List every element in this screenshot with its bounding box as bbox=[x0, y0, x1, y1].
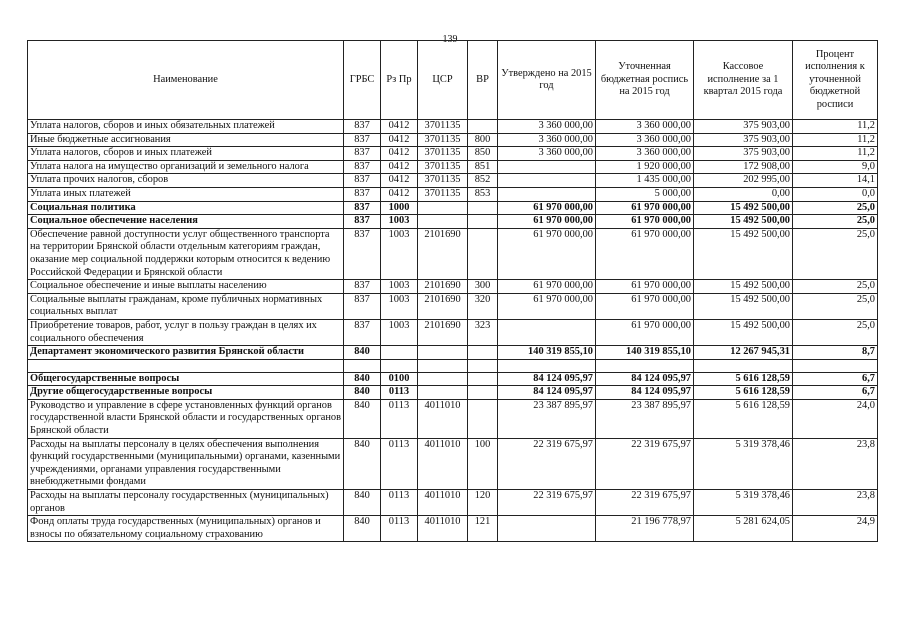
cell-grbs: 840 bbox=[344, 516, 381, 542]
cell-approved bbox=[498, 319, 596, 345]
cell-refined bbox=[596, 359, 694, 372]
cell-name: Социальная политика bbox=[28, 201, 344, 215]
cell-percent: 25,0 bbox=[793, 280, 878, 294]
cell-refined: 61 970 000,00 bbox=[596, 280, 694, 294]
table-header bbox=[28, 41, 878, 120]
cell-cash: 15 492 500,00 bbox=[694, 280, 793, 294]
cell-cash: 15 492 500,00 bbox=[694, 228, 793, 279]
cell-rzpr: 1003 bbox=[381, 319, 418, 345]
cell-csr: 3701135 bbox=[418, 147, 468, 161]
cell-rzpr: 1003 bbox=[381, 280, 418, 294]
cell-refined: 61 970 000,00 bbox=[596, 215, 694, 229]
cell-rzpr: 0100 bbox=[381, 372, 418, 386]
table-row bbox=[28, 372, 878, 386]
cell-csr: 3701135 bbox=[418, 174, 468, 188]
cell-grbs: 837 bbox=[344, 147, 381, 161]
table-row bbox=[28, 160, 878, 174]
cell-csr: 2101690 bbox=[418, 319, 468, 345]
cell-refined: 84 124 095,97 bbox=[596, 386, 694, 400]
header-cash: Кассовое исполнение за 1 квартал 2015 года bbox=[694, 41, 793, 120]
cell-cash: 5 616 128,59 bbox=[694, 399, 793, 438]
cell-percent: 25,0 bbox=[793, 215, 878, 229]
cell-csr: 3701135 bbox=[418, 120, 468, 134]
table-row bbox=[28, 359, 878, 372]
cell-vr bbox=[468, 228, 498, 279]
header-percent: Процент исполнения к уточненной бюджетной росписи bbox=[793, 41, 878, 120]
cell-refined: 3 360 000,00 bbox=[596, 133, 694, 147]
cell-vr bbox=[468, 399, 498, 438]
header-rzpr: Рз Пр bbox=[381, 41, 418, 120]
table-row bbox=[28, 386, 878, 400]
cell-name: Другие общегосударственные вопросы bbox=[28, 386, 344, 400]
cell-cash: 5 281 624,05 bbox=[694, 516, 793, 542]
table-row bbox=[28, 215, 878, 229]
cell-vr: 323 bbox=[468, 319, 498, 345]
cell-csr bbox=[418, 386, 468, 400]
cell-approved: 3 360 000,00 bbox=[498, 133, 596, 147]
cell-vr: 100 bbox=[468, 438, 498, 489]
cell-percent: 25,0 bbox=[793, 319, 878, 345]
table-row bbox=[28, 120, 878, 134]
cell-csr: 3701135 bbox=[418, 160, 468, 174]
cell-approved: 84 124 095,97 bbox=[498, 372, 596, 386]
cell-percent: 6,7 bbox=[793, 386, 878, 400]
cell-vr: 850 bbox=[468, 147, 498, 161]
cell-cash: 172 908,00 bbox=[694, 160, 793, 174]
cell-percent: 11,2 bbox=[793, 147, 878, 161]
cell-csr bbox=[418, 372, 468, 386]
cell-grbs: 837 bbox=[344, 319, 381, 345]
cell-approved: 3 360 000,00 bbox=[498, 120, 596, 134]
cell-refined: 21 196 778,97 bbox=[596, 516, 694, 542]
cell-grbs: 837 bbox=[344, 133, 381, 147]
table-row bbox=[28, 201, 878, 215]
cell-name: Иные бюджетные ассигнования bbox=[28, 133, 344, 147]
cell-name: Расходы на выплаты персоналу в целях обеспечения выполнения функций государственными (муниципальными) органами, казенными учреждениями, органами управления государственными внебюджетными фондами bbox=[28, 438, 344, 489]
cell-csr: 4011010 bbox=[418, 438, 468, 489]
cell-approved: 3 360 000,00 bbox=[498, 147, 596, 161]
cell-approved bbox=[498, 187, 596, 201]
header-row bbox=[28, 41, 878, 120]
cell-approved: 84 124 095,97 bbox=[498, 386, 596, 400]
cell-refined: 1 435 000,00 bbox=[596, 174, 694, 188]
cell-grbs: 837 bbox=[344, 228, 381, 279]
cell-name: Социальное обеспечение населения bbox=[28, 215, 344, 229]
cell-cash: 375 903,00 bbox=[694, 147, 793, 161]
cell-grbs: 837 bbox=[344, 160, 381, 174]
cell-approved: 61 970 000,00 bbox=[498, 201, 596, 215]
cell-cash: 12 267 945,31 bbox=[694, 346, 793, 360]
cell-csr bbox=[418, 201, 468, 215]
cell-cash: 0,00 bbox=[694, 187, 793, 201]
cell-csr bbox=[418, 215, 468, 229]
cell-percent: 11,2 bbox=[793, 133, 878, 147]
cell-csr: 2101690 bbox=[418, 228, 468, 279]
table-body bbox=[28, 120, 878, 542]
cell-refined: 140 319 855,10 bbox=[596, 346, 694, 360]
table-row bbox=[28, 319, 878, 345]
cell-vr bbox=[468, 359, 498, 372]
table-row bbox=[28, 147, 878, 161]
cell-vr: 320 bbox=[468, 293, 498, 319]
cell-vr bbox=[468, 372, 498, 386]
cell-approved: 61 970 000,00 bbox=[498, 215, 596, 229]
cell-rzpr: 0412 bbox=[381, 133, 418, 147]
cell-percent: 24,9 bbox=[793, 516, 878, 542]
cell-approved: 61 970 000,00 bbox=[498, 293, 596, 319]
cell-cash bbox=[694, 359, 793, 372]
cell-vr: 853 bbox=[468, 187, 498, 201]
table-row bbox=[28, 133, 878, 147]
cell-refined: 61 970 000,00 bbox=[596, 201, 694, 215]
cell-csr: 3701135 bbox=[418, 133, 468, 147]
cell-rzpr: 1000 bbox=[381, 201, 418, 215]
cell-percent: 24,0 bbox=[793, 399, 878, 438]
cell-approved bbox=[498, 516, 596, 542]
cell-cash: 375 903,00 bbox=[694, 120, 793, 134]
cell-refined: 3 360 000,00 bbox=[596, 120, 694, 134]
table-row bbox=[28, 490, 878, 516]
cell-name: Уплата иных платежей bbox=[28, 187, 344, 201]
cell-name: Расходы на выплаты персоналу государственных (муниципальных) органов bbox=[28, 490, 344, 516]
cell-percent: 9,0 bbox=[793, 160, 878, 174]
cell-vr: 800 bbox=[468, 133, 498, 147]
cell-rzpr: 1003 bbox=[381, 228, 418, 279]
cell-refined: 84 124 095,97 bbox=[596, 372, 694, 386]
cell-cash: 15 492 500,00 bbox=[694, 201, 793, 215]
cell-cash: 5 616 128,59 bbox=[694, 386, 793, 400]
cell-rzpr: 0113 bbox=[381, 516, 418, 542]
header-vr: ВР bbox=[468, 41, 498, 120]
cell-percent: 0,0 bbox=[793, 187, 878, 201]
cell-vr: 851 bbox=[468, 160, 498, 174]
cell-grbs: 840 bbox=[344, 490, 381, 516]
cell-name: Обеспечение равной доступности услуг общественного транспорта на территории Брянской области отдельным категориям граждан, оказание мер социальной поддержки которым относится к ведению Российской Федерации и Брянской области bbox=[28, 228, 344, 279]
cell-rzpr bbox=[381, 346, 418, 360]
table-row bbox=[28, 516, 878, 542]
cell-percent bbox=[793, 359, 878, 372]
cell-csr: 4011010 bbox=[418, 399, 468, 438]
cell-percent: 11,2 bbox=[793, 120, 878, 134]
cell-grbs: 837 bbox=[344, 215, 381, 229]
cell-vr: 852 bbox=[468, 174, 498, 188]
cell-approved: 61 970 000,00 bbox=[498, 280, 596, 294]
cell-rzpr: 0113 bbox=[381, 386, 418, 400]
cell-grbs bbox=[344, 359, 381, 372]
table-row bbox=[28, 174, 878, 188]
table-row bbox=[28, 293, 878, 319]
cell-percent: 25,0 bbox=[793, 201, 878, 215]
cell-vr bbox=[468, 386, 498, 400]
cell-grbs: 837 bbox=[344, 280, 381, 294]
cell-cash: 5 616 128,59 bbox=[694, 372, 793, 386]
cell-rzpr: 0412 bbox=[381, 147, 418, 161]
cell-percent: 23,8 bbox=[793, 490, 878, 516]
cell-refined: 3 360 000,00 bbox=[596, 147, 694, 161]
cell-cash: 5 319 378,46 bbox=[694, 438, 793, 489]
table-row bbox=[28, 187, 878, 201]
cell-approved bbox=[498, 160, 596, 174]
cell-refined: 1 920 000,00 bbox=[596, 160, 694, 174]
budget-table bbox=[27, 40, 878, 542]
cell-rzpr: 1003 bbox=[381, 293, 418, 319]
cell-refined: 5 000,00 bbox=[596, 187, 694, 201]
cell-rzpr: 0412 bbox=[381, 160, 418, 174]
cell-grbs: 837 bbox=[344, 201, 381, 215]
cell-grbs: 840 bbox=[344, 372, 381, 386]
cell-approved: 61 970 000,00 bbox=[498, 228, 596, 279]
cell-grbs: 840 bbox=[344, 399, 381, 438]
cell-grbs: 840 bbox=[344, 386, 381, 400]
cell-refined: 61 970 000,00 bbox=[596, 319, 694, 345]
cell-csr: 4011010 bbox=[418, 516, 468, 542]
cell-cash: 375 903,00 bbox=[694, 133, 793, 147]
page-number: 139 bbox=[442, 34, 458, 45]
cell-approved bbox=[498, 359, 596, 372]
cell-approved: 22 319 675,97 bbox=[498, 438, 596, 489]
cell-grbs: 837 bbox=[344, 120, 381, 134]
cell-percent: 6,7 bbox=[793, 372, 878, 386]
cell-percent: 8,7 bbox=[793, 346, 878, 360]
cell-name bbox=[28, 359, 344, 372]
cell-approved bbox=[498, 174, 596, 188]
header-csr: ЦСР bbox=[418, 41, 468, 120]
cell-vr bbox=[468, 346, 498, 360]
cell-csr: 2101690 bbox=[418, 293, 468, 319]
cell-csr bbox=[418, 359, 468, 372]
cell-rzpr: 0412 bbox=[381, 187, 418, 201]
cell-rzpr: 0412 bbox=[381, 120, 418, 134]
cell-csr bbox=[418, 346, 468, 360]
cell-name: Департамент экономического развития Брянской области bbox=[28, 346, 344, 360]
cell-percent: 23,8 bbox=[793, 438, 878, 489]
cell-vr: 121 bbox=[468, 516, 498, 542]
cell-csr: 2101690 bbox=[418, 280, 468, 294]
cell-grbs: 840 bbox=[344, 346, 381, 360]
table-row bbox=[28, 346, 878, 360]
cell-grbs: 837 bbox=[344, 174, 381, 188]
cell-vr bbox=[468, 215, 498, 229]
cell-rzpr: 0113 bbox=[381, 490, 418, 516]
cell-cash: 5 319 378,46 bbox=[694, 490, 793, 516]
cell-percent: 25,0 bbox=[793, 228, 878, 279]
cell-rzpr: 0412 bbox=[381, 174, 418, 188]
cell-percent: 25,0 bbox=[793, 293, 878, 319]
cell-cash: 15 492 500,00 bbox=[694, 319, 793, 345]
cell-approved: 23 387 895,97 bbox=[498, 399, 596, 438]
cell-cash: 15 492 500,00 bbox=[694, 215, 793, 229]
cell-csr: 4011010 bbox=[418, 490, 468, 516]
cell-refined: 23 387 895,97 bbox=[596, 399, 694, 438]
cell-refined: 22 319 675,97 bbox=[596, 438, 694, 489]
cell-csr: 3701135 bbox=[418, 187, 468, 201]
table-row bbox=[28, 399, 878, 438]
cell-refined: 61 970 000,00 bbox=[596, 293, 694, 319]
header-grbs: ГРБС bbox=[344, 41, 381, 120]
cell-name: Социальное обеспечение и иные выплаты населению bbox=[28, 280, 344, 294]
cell-percent: 14,1 bbox=[793, 174, 878, 188]
cell-approved: 22 319 675,97 bbox=[498, 490, 596, 516]
header-approved: Утверждено на 2015 год bbox=[498, 41, 596, 120]
cell-rzpr: 0113 bbox=[381, 399, 418, 438]
header-refined: Уточненная бюджетная роспись на 2015 год bbox=[596, 41, 694, 120]
cell-vr: 120 bbox=[468, 490, 498, 516]
cell-cash: 202 995,00 bbox=[694, 174, 793, 188]
cell-name: Уплата налога на имущество организаций и земельного налога bbox=[28, 160, 344, 174]
cell-grbs: 837 bbox=[344, 293, 381, 319]
cell-rzpr: 1003 bbox=[381, 215, 418, 229]
cell-vr bbox=[468, 201, 498, 215]
table-row bbox=[28, 280, 878, 294]
cell-cash: 15 492 500,00 bbox=[694, 293, 793, 319]
cell-vr bbox=[468, 120, 498, 134]
cell-rzpr: 0113 bbox=[381, 438, 418, 489]
table-row bbox=[28, 438, 878, 489]
cell-rzpr bbox=[381, 359, 418, 372]
cell-name: Общегосударственные вопросы bbox=[28, 372, 344, 386]
cell-approved: 140 319 855,10 bbox=[498, 346, 596, 360]
cell-name: Фонд оплаты труда государственных (муниципальных) органов и взносы по обязательному социальному страхованию bbox=[28, 516, 344, 542]
cell-name: Приобретение товаров, работ, услуг в пользу граждан в целях их социального обеспечения bbox=[28, 319, 344, 345]
cell-vr: 300 bbox=[468, 280, 498, 294]
cell-name: Уплата прочих налогов, сборов bbox=[28, 174, 344, 188]
cell-grbs: 840 bbox=[344, 438, 381, 489]
cell-name: Руководство и управление в сфере установленных функций органов государственной власти Брянской области и государственных органов Брянской области bbox=[28, 399, 344, 438]
cell-refined: 61 970 000,00 bbox=[596, 228, 694, 279]
cell-name: Уплата налогов, сборов и иных обязательных платежей bbox=[28, 120, 344, 134]
header-name: Наименование bbox=[28, 41, 344, 120]
cell-grbs: 837 bbox=[344, 187, 381, 201]
cell-name: Уплата налогов, сборов и иных платежей bbox=[28, 147, 344, 161]
cell-name: Социальные выплаты гражданам, кроме публичных нормативных социальных выплат bbox=[28, 293, 344, 319]
table-row bbox=[28, 228, 878, 279]
cell-refined: 22 319 675,97 bbox=[596, 490, 694, 516]
